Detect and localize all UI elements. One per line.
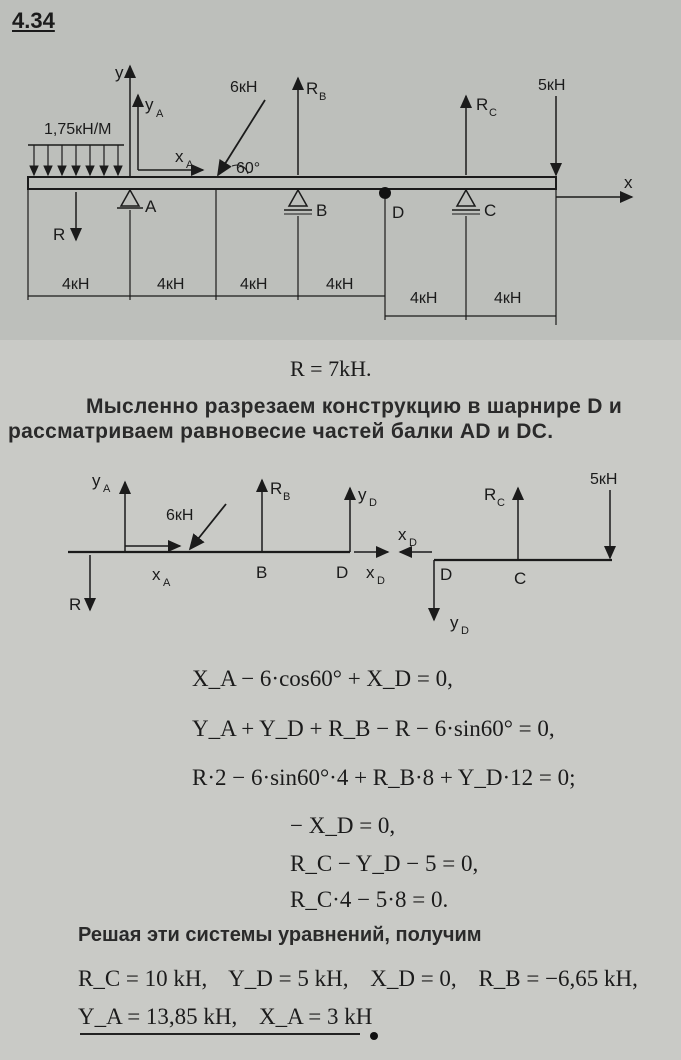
beam — [28, 177, 556, 189]
rc-sub: C — [489, 107, 497, 119]
load-intensity-label: 1,75кН/М — [44, 121, 112, 138]
force2-5kn-label: 5кН — [590, 471, 618, 488]
results-underline — [80, 1033, 360, 1035]
explanation-paragraph — [8, 394, 676, 444]
equation-6: R_C·4 − 5·8 = 0. — [290, 887, 449, 912]
yd3-sub: D — [461, 625, 469, 637]
paragraph-line-1: Мысленно разрезаем конструкцию в шарнире D и — [86, 395, 623, 418]
support-b — [284, 190, 312, 214]
xd2-label: x — [366, 563, 375, 582]
point2-c-label: C — [514, 569, 527, 588]
ya2-sub: A — [103, 483, 111, 495]
x-axis-label: x — [624, 173, 633, 192]
dim-label-1: 4кН — [62, 276, 90, 293]
point2-d2-label: D — [440, 565, 453, 584]
paragraph-line-2: рассматриваем равновесие частей балки AD и DC. — [8, 420, 554, 443]
distributed-load — [28, 145, 124, 175]
xa-label: x — [175, 147, 184, 166]
r2-label: R — [69, 595, 82, 614]
rb2-label: R — [270, 479, 283, 498]
result-ya: Y_A = 13,85 kH, — [78, 1004, 238, 1029]
end-dot — [370, 1032, 378, 1040]
result-r: R = 7kH. — [290, 356, 372, 381]
equation-1: X_A − 6·cos60° + X_D = 0, — [192, 666, 453, 691]
result-xa: X_A = 3 kH — [259, 1004, 373, 1029]
xd3-label: x — [398, 525, 407, 544]
point2-d-label: D — [336, 563, 349, 582]
angle-label: 60° — [236, 160, 261, 177]
result-rc: R_C = 10 kH, — [78, 966, 208, 991]
dim-label-4: 4кН — [326, 276, 354, 293]
equation-3: R·2 − 6·sin60°·4 + R_B·8 + Y_D·12 = 0; — [192, 765, 576, 790]
rc2-sub: C — [497, 497, 505, 509]
dim-label-3: 4кН — [240, 276, 268, 293]
xa-sub: A — [186, 159, 194, 171]
yd2-sub: D — [369, 497, 377, 509]
xa2-label: x — [152, 565, 161, 584]
result-yd: Y_D = 5 kH, — [228, 966, 349, 991]
dim-label-6: 4кН — [494, 290, 522, 307]
result-xd: X_D = 0, — [370, 966, 457, 991]
rb2-sub: B — [283, 491, 291, 503]
equation-5: R_C − Y_D − 5 = 0, — [290, 851, 479, 876]
solve-text: Решая эти системы уравнений, получим — [78, 924, 482, 946]
support-c — [452, 190, 480, 214]
xd2-sub: D — [377, 575, 385, 587]
ya-sub: A — [156, 108, 164, 120]
point-b-label: B — [316, 201, 328, 220]
y-axis-label: y — [115, 63, 124, 82]
force-5kn-label: 5кН — [538, 77, 566, 94]
point-d-label: D — [392, 203, 405, 222]
force-6kn-label: 6кН — [230, 79, 258, 96]
free-body-diagrams — [0, 460, 681, 640]
rc-label: R — [476, 95, 489, 114]
equation-2: Y_A + Y_D + R_B − R − 6·sin60° = 0, — [192, 716, 555, 741]
r-label: R — [53, 225, 66, 244]
ya2-label: y — [92, 471, 101, 490]
force2-6kn-label: 6кН — [166, 507, 194, 524]
rc2-label: R — [484, 485, 497, 504]
xd3-sub: D — [409, 537, 417, 549]
yd3-label: y — [450, 613, 459, 632]
results-line-1 — [78, 966, 654, 992]
support-a — [117, 190, 143, 208]
point-c-label: C — [484, 201, 497, 220]
ya-label: y — [145, 95, 154, 114]
result-rb: R_B = −6,65 kH, — [478, 966, 638, 991]
yd2-label: y — [358, 485, 367, 504]
rb-label: R — [306, 79, 319, 98]
beam-diagram — [0, 0, 681, 340]
point-a-label: A — [145, 197, 157, 216]
point2-b-label: B — [256, 563, 268, 582]
problem-number: 4.34 — [12, 8, 55, 33]
dim-label-5: 4кН — [410, 290, 438, 307]
results-line-2 — [78, 1004, 388, 1030]
equation-4: − X_D = 0, — [290, 813, 396, 838]
rb-sub: B — [319, 91, 327, 103]
hinge-d — [379, 187, 391, 199]
dim-label-2: 4кН — [157, 276, 185, 293]
xa2-sub: A — [163, 577, 171, 589]
force2-6kn-arrow — [190, 504, 226, 549]
